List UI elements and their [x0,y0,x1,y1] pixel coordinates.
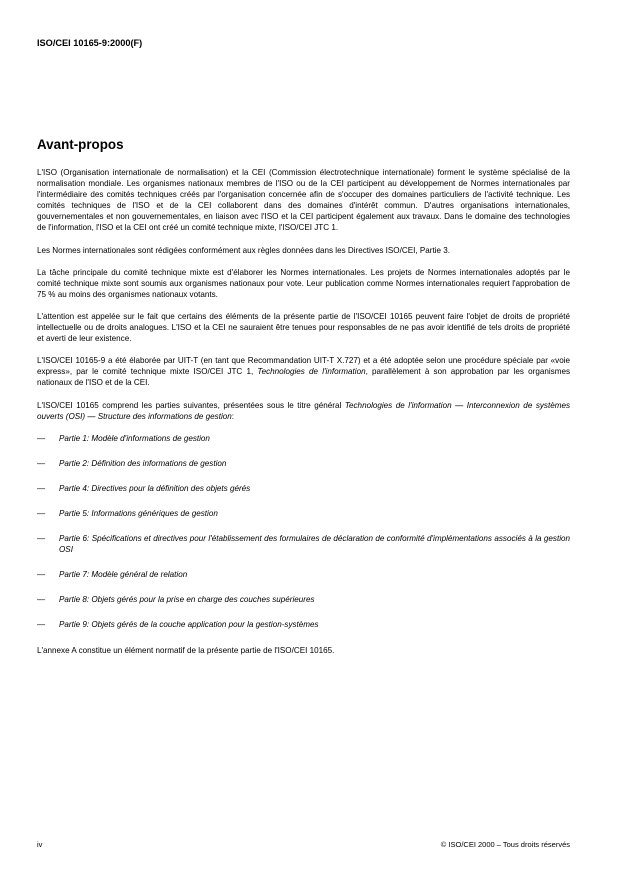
para5-italic: Technologies de l'information [257,367,366,377]
list-item-text: Partie 6: Spécifications et directives pour l'établissement des formulaires de déclaration de conformité d'implémentations associés à la gestion OSI [59,534,570,555]
paragraph-annex-note: L'annexe A constitue un élément normatif de la présente partie de l'ISO/CEI 10165. [37,645,335,655]
dash-bullet: — [37,534,46,544]
dash-bullet: — [37,570,46,580]
list-item-text: Partie 7: Modèle général de relation [59,570,188,580]
list-item-text: Partie 4: Directives pour la définition des objets gérés [59,483,251,493]
para6-text1: L'ISO/CEI 10165 comprend les parties suivantes, présentées sous le titre général [37,400,345,410]
paragraph-iso-cei-intro: L'ISO (Organisation internationale de normalisation) et la CEI (Commission électrotechnique internationale) forment le système spécialisé de la normalisation mondiale. Les organismes nationaux membres de l'ISO ou de la CEI participent au développement de Normes internationales par l'intermédiaire des comités techniques créés par l'organisation concernée afin de s'occuper des domaines particuliers de l'activité technique. Les comités techniques de l'ISO et de la CEI collaborent dans des domaines d'intérêt commun. D'autres organisations internationales, gouvernementales et non gouvernementales, en liaison avec l'ISO et la CEI participent également aux travaux. Dans le domaine des technologies de l'information, l'ISO et la CEI ont créé un comité technique mixte, l'ISO/CEI JTC 1. [37,168,570,233]
dash-bullet: — [37,458,46,468]
list-item [37,458,570,469]
paragraph-preparation [37,355,570,388]
paragraph-joint-committee: La tâche principale du comité technique mixte est d'élaborer les Normes internationales. Les projets de Normes internationales adoptés par le comité technique mixte sont soumis aux organismes nationaux pour vote. Leur publication comme Normes internationales requiert l'approbation de 75 % au moins des organismes nationaux votants. [37,267,570,299]
list-item [37,433,570,444]
list-item-text: Partie 1: Modèle d'informations de gestion [59,433,210,443]
list-item [37,533,570,555]
para5-text2: , parallèlement à son approbation par les organismes nationaux de l'ISO et de la CEI. [37,367,570,388]
copyright-notice: © ISO/CEI 2000 – Tous droits réservés [440,840,570,849]
list-item [37,619,570,630]
list-item-text: Partie 8: Objets gérés pour la prise en charge des couches supérieures [59,595,315,605]
dash-bullet: — [37,620,46,630]
parts-list [37,433,570,631]
section-title: Avant-propos [37,137,124,152]
list-item-text: Partie 2: Définition des informations de gestion [59,458,227,468]
para6-italic: Technologies de l'information — Interconnexion de systèmes ouverts (OSI) — Structure des informations de gestion [37,400,571,421]
page-footer [37,840,570,849]
foreword-section [37,137,570,667]
paragraph-parts-intro [37,400,570,422]
list-item-text: Partie 5: Informations génériques de gestion [59,508,218,518]
list-item [37,569,570,580]
dash-bullet: — [37,433,46,443]
document-header-id: ISO/CEI 10165-9:2000(F) [37,38,143,48]
dash-bullet: — [37,483,46,493]
para6-text2: : [231,411,235,421]
para5-text1: L'ISO/CEI 10165-9 a été élaborée par UIT-T (en tant que Recommandation UIT-T X.727) et a été adoptée selon une procédure spéciale par «voie express», par le comité technique mixte ISO/CEI JTC 1, [37,356,570,377]
paragraph-patent-notice: L'attention est appelée sur le fait que certains des éléments de la présente partie de l'ISO/CEI 10165 peuvent faire l'objet de droits de propriété intellectuelle ou de droits analogues. L'ISO et la CEI ne sauraient être tenues pour responsables de ne pas avoir identifié de tels droits de propriété et averti de leur existence. [37,311,570,344]
paragraph-directives: Les Normes internationales sont rédigées conformément aux règles données dans les Directives ISO/CEI, Partie 3. [37,245,450,255]
page-number: iv [37,840,43,849]
dash-bullet: — [37,595,46,605]
dash-bullet: — [37,508,46,518]
list-item [37,508,570,519]
list-item-text: Partie 9: Objets gérés de la couche application pour la gestion-systèmes [59,620,319,630]
list-item [37,594,570,605]
list-item [37,483,570,494]
